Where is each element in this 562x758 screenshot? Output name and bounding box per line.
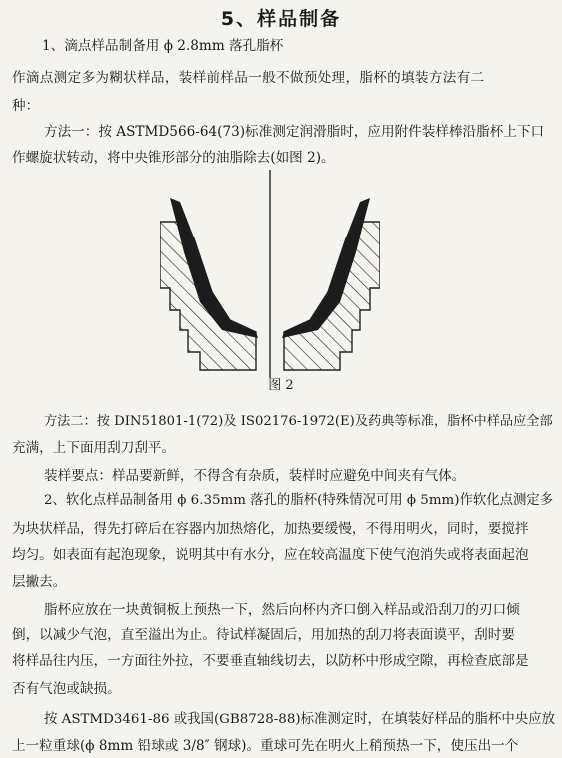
paragraph-line: 充满，上下面用刮刀刮平。: [12, 440, 176, 456]
section-title: 5、样品制备: [220, 8, 342, 30]
paragraph-line: 为块状样品，得先打碎后在容器内加热熔化，加热要缓慢，不得用明火，同时，要搅拌: [12, 521, 529, 537]
paragraph-line: 否有气泡或缺损。: [12, 681, 121, 697]
paragraph-line: 种：: [12, 98, 40, 114]
method-one-line: 方法一：按 ASTMD566-64(73)标准测定润滑脂时，应用附件装样棒沿脂杯上下口: [44, 124, 545, 140]
paragraph-line: 作滴点测定多为糊状样品，装样前样品一般不做预处理，脂杯的填装方法有二: [12, 70, 485, 86]
paragraph-line: 按 ASTMD3461-86 或我国(GB8728-88)标准测定时，在填装好样品的脂杯中央应放: [44, 712, 555, 727]
figure-caption: 图 2: [268, 378, 294, 393]
paragraph-line: 脂杯应放在一块黄铜板上预热一下，然后向杯内齐口倒入样品或沿刮刀的刃口倾: [44, 602, 520, 618]
subheading-softening-point: 2、软化点样品制备用 ϕ 6.35mm 落孔的脂杯(特殊情况可用 ϕ 5mm)作软化点测定多: [44, 493, 554, 508]
paragraph-line: 均匀。如表面有起泡现象，说明其中有水分，应在较高温度下使气泡消失或将表面起泡: [12, 547, 529, 563]
paragraph-line: 作螺旋状转动，将中央锥形部分的油脂除去(如图 2)。: [12, 150, 335, 166]
grease-cup-figure: [160, 152, 380, 382]
subheading-dropping-point: 1、滴点样品制备用 ϕ 2.8mm 落孔脂杯: [42, 38, 284, 54]
method-two-line: 方法二：按 DIN51801-1(72)及 IS02176-1972(E)及药典等标准，脂杯中样品应全部: [44, 414, 553, 429]
paragraph-line: 上一粒重球(ϕ 8mm 铅球或 3/8″ 钢球)。重球可先在明火上稍预热一下，使压出一个: [12, 738, 519, 754]
paragraph-line: 将样品往内压，一方面往外拉，不要垂直轴线切去，以防杯中形成空隙，再检查底部是: [12, 653, 529, 669]
paragraph-line: 倒，以减少气泡，直至溢出为止。待试样凝固后，用加热的刮刀将表面谟平，刮时要: [12, 627, 515, 643]
paragraph-line: 层撇去。: [12, 574, 67, 590]
key-points-line: 装样要点：样品要新鲜，不得含有杂质，装样时应避免中间夹有气体。: [44, 468, 466, 484]
